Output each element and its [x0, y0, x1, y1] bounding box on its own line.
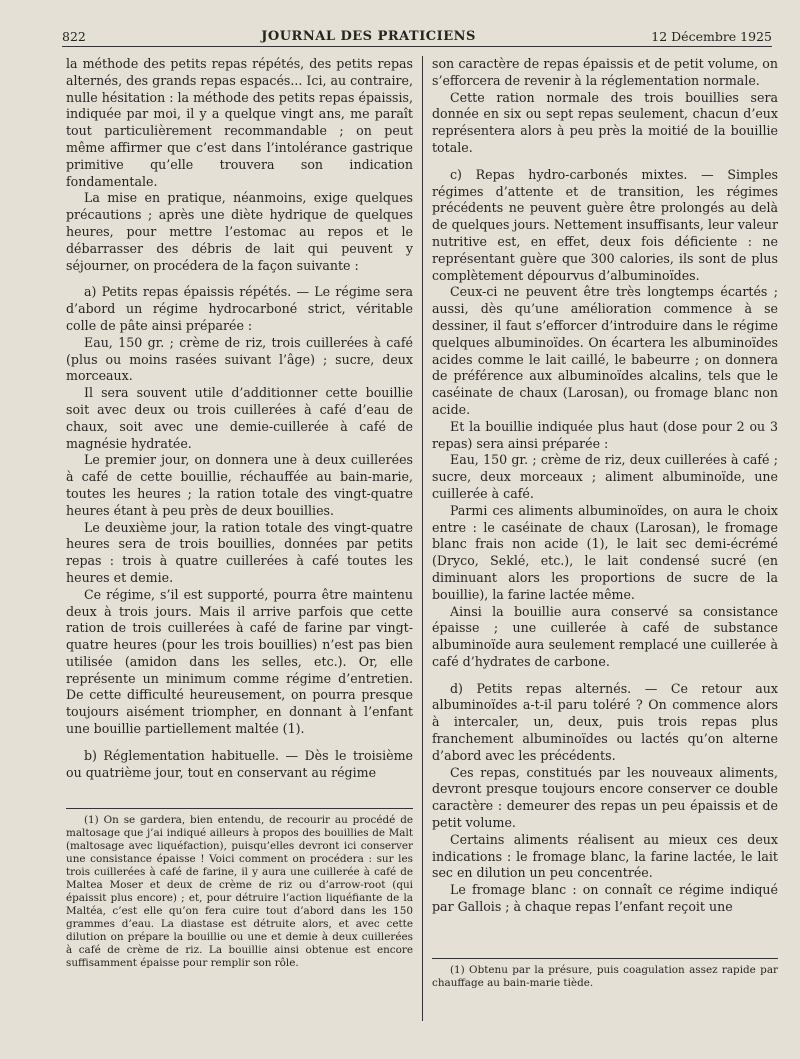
- section-d-heading-paragraph: d) Petits repas alternés. — Ce retour aux albuminoïdes a-t-il paru toléré ? On commence alors à intercaler, un, deux, puis trois repas plus franchement albuminoïdes ou lactés qu’on alterne d’abord avec les précédents.: [432, 680, 778, 763]
- paragraph: Et la bouillie indiquée plus haut (dose pour 2 ou 3 repas) sera ainsi préparée :: [432, 418, 778, 451]
- paragraph: Cette ration normale des trois bouillies sera donnée en six ou sept repas seulement, chacun d’eux représentera alors à peu près la moitié de la bouillie totale.: [432, 89, 778, 155]
- footnote-text: (1) Obtenu par la présure, puis coagulation assez rapide par chauffage au bain-marie tiède.: [432, 964, 778, 989]
- paragraph: Ce régime, s’il est supporté, pourra être maintenu deux à trois jours. Mais il arrive parfois que cette ration de trois cuillerées à café de farine par vingt-quatre heures (pour les trois bouillies) n’est pas bien utilisée (amidon dans les selles, etc.). Or, elle représente un minimum comme régime d’entretien. De cette difficulté heureusement, on pourra presque toujours aisément triompher, en donnant à l’enfant une bouillie partiellement maltée (1).: [66, 586, 413, 737]
- section-b-heading-paragraph: b) Réglementation habituelle. — Dès le troisième ou quatrième jour, tout en conservant au régime: [66, 747, 413, 780]
- recipe-paragraph: Eau, 150 gr. ; crème de riz, deux cuillerées à café ; sucre, deux morceaux ; aliment albuminoïde, une cuillerée à café.: [432, 452, 778, 501]
- paragraph: Le deuxième jour, la ration totale des vingt-quatre heures sera de trois bouillies, données par petits repas : trois à quatre cuillerées à café toutes les heures et demie.: [66, 519, 413, 585]
- column-separator: [422, 56, 423, 1021]
- page-number: 822: [62, 29, 86, 44]
- right-footnote-rule: [432, 958, 778, 959]
- journal-title: JOURNAL DES PRATICIENS: [261, 29, 476, 44]
- left-column: [66, 56, 413, 781]
- paragraph: Le premier jour, on donnera une à deux cuillerées à café de cette bouillie, réchauffée au bain-marie, toutes les heures ; la ration totale des vingt-quatre heures étant à peu près de deux bouillies.: [66, 452, 413, 518]
- right-footnote: [432, 964, 778, 990]
- left-footnote: [66, 814, 413, 970]
- section-a-heading-paragraph: a) Petits repas épaissis répétés. — Le régime sera d’abord un régime hydrocarboné strict, véritable colle de pâte ainsi préparée :: [66, 284, 413, 333]
- issue-date: 12 Décembre 1925: [651, 29, 772, 44]
- paragraph: Certains aliments réalisent au mieux ces deux indications : le fromage blanc, la farine lactée, le lait sec en dilution un peu concentrée.: [432, 831, 778, 881]
- paragraph: Ces repas, constitués par les nouveaux aliments, devront presque toujours encore conserver ce double caractère : demeurer des repas un peu épaissis et de petit volume.: [432, 764, 778, 831]
- section-c-heading-paragraph: c) Repas hydro-carbonés mixtes. — Simples régimes d’attente et de transition, les régimes précédents ne peuvent guère être prolongés au delà de quelques jours. Nettement insuffisants, leur valeur nutritive est, en effet, deux fois déficiente : ne représentant guère que 300 calories, ils sont de plus complètement dépourvus d’albuminoïdes.: [432, 166, 778, 283]
- paragraph: Parmi ces aliments albuminoïdes, on aura le choix entre : le caséinate de chaux (Larosan), le fromage blanc frais non acide (1), le lait sec demi-écrémé (Dryco, Seklé, etc.), le lait condensé sucré (en diminuant alors les proportions de sucre de la bouillie), la farine lactée même.: [432, 502, 778, 602]
- paragraph: La mise en pratique, néanmoins, exige quelques précautions ; après une diète hydrique de quelques heures, pour mettre l’estomac au repos et le débarrasser des débris de lait qui peuvent y séjourner, on procédera de la façon suivante :: [66, 190, 413, 273]
- paragraph: la méthode des petits repas répétés, des petits repas alternés, des grands repas espacés... Ici, au contraire, nulle hésitation : la méthode des petits repas épaissis, indiquée par moi, il y a quelque vingt ans, me paraît tout particulièrement recommandable ; on peut même affirmer que c’est dans l’intolérance gastrique primitive qu’elle trouvera son indication fondamentale.: [66, 56, 413, 189]
- paragraph: Il sera souvent utile d’additionner cette bouillie soit avec deux ou trois cuillerées à café d’eau de chaux, soit avec une demie-cuillerée à café de magnésie hydratée.: [66, 385, 413, 451]
- right-column: [432, 56, 778, 916]
- paragraph: Le fromage blanc : on connaît ce régime indiqué par Gallois ; à chaque repas l’enfant reçoit une: [432, 882, 778, 915]
- recipe-paragraph: Eau, 150 gr. ; crème de riz, trois cuillerées à café (plus ou moins rasées suivant l’âge) ; sucre, deux morceaux.: [66, 334, 413, 384]
- paragraph: Ainsi la bouillie aura conservé sa consistance épaisse ; une cuillerée à café de substance albuminoïde aura seulement remplacé une cuillerée à café d’hydrates de carbone.: [432, 603, 778, 669]
- footnote-text: (1) On se gardera, bien entendu, de recourir au procédé de maltosage que j’ai indiqué ailleurs à propos des bouillies de Malt (maltosage avec liquéfaction), puisqu’elles devront ici conserver une consistance épaisse ! Voici comment on procédera : sur les trois cuillerées à café de farine, il y aura une cuillerée à café de Maltea Moser et deux de crème de riz ou d’arrow-root (qui épaissit plus encore) ; et, pour détruire l’action liquéfiante de la Maltéa, c’est elle qu’on fera cuire tout d’abord dans les 150 grammes d’eau. La diastase est détruite alors, et avec cette dilution on prépare la bouillie ou une et demie à deux cuillerées à café de crème de riz. La bouillie ainsi obtenue est encore suffisamment épaisse pour remplir son rôle.: [66, 814, 413, 969]
- paragraph: son caractère de repas épaissis et de petit volume, on s’efforcera de revenir à la réglementation normale.: [432, 56, 778, 88]
- paragraph: Ceux-ci ne peuvent être très longtemps écartés ; aussi, dès qu’une amélioration commence à se dessiner, il faut s’efforcer d’introduire dans le régime quelques albuminoïdes. On écartera les albuminoïdes acides comme le lait caillé, le babeurre ; on donnera de préférence aux albuminoïdes alcalins, tels que le caséinate de chaux (Larosan), ou fromage blanc non acide.: [432, 284, 778, 417]
- header-rule: [62, 46, 772, 47]
- page-header: [62, 20, 772, 44]
- left-footnote-rule: [66, 808, 413, 809]
